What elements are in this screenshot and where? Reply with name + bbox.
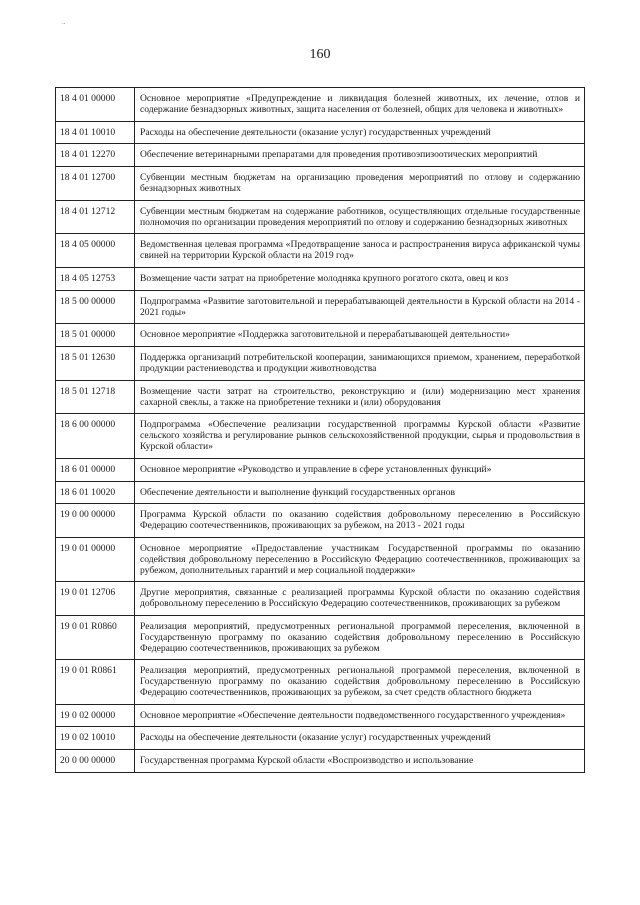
table-row	[56, 324, 585, 347]
table-row	[56, 704, 585, 727]
budget-code: 18 4 01 12270	[56, 144, 135, 167]
budget-code: 18 6 01 10020	[56, 481, 135, 504]
table-row	[56, 290, 585, 324]
budget-code: 19 0 01 R0860	[56, 615, 135, 659]
table-row	[56, 727, 585, 750]
budget-code: 18 5 01 12630	[56, 347, 135, 381]
budget-item-description: Подпрограмма «Развитие заготовительной и перерабатывающей деятельности в Курской области на 2014 - 2021 годы»	[135, 290, 585, 324]
table-row	[56, 234, 585, 268]
table-body	[56, 88, 585, 773]
table-row	[56, 121, 585, 144]
budget-code: 18 4 01 12712	[56, 200, 135, 234]
budget-code: 18 4 05 12753	[56, 267, 135, 290]
budget-code: 18 4 01 10010	[56, 121, 135, 144]
table-row	[56, 582, 585, 616]
table-row	[56, 615, 585, 659]
table-row	[56, 750, 585, 773]
budget-code: 19 0 01 12706	[56, 582, 135, 616]
table-row	[56, 537, 585, 581]
budget-item-description: Реализация мероприятий, предусмотренных региональной программой переселения, включенной в Государственную программу по оказанию содействия добровольному переселению в Российскую Федерацию соотечественников, проживающих за рубежом	[135, 615, 585, 659]
budget-code: 18 5 00 00000	[56, 290, 135, 324]
budget-item-description: Подпрограмма «Обеспечение реализации государственной программы Курской области «Развитие сельского хозяйства и регулирование рынков сельскохозяйственной продукции, сырья и продовольствия в Курской области»	[135, 414, 585, 458]
budget-item-description: Субвенции местным бюджетам на содержание работников, осуществляющих отдельные государственные полномочия по организации проведения мероприятий по отлову и содержанию безнадзорных животных	[135, 200, 585, 234]
budget-code: 19 0 02 10010	[56, 727, 135, 750]
table-row	[56, 267, 585, 290]
budget-item-description: Основное мероприятие «Поддержка заготовительной и перерабатывающей деятельности»	[135, 324, 585, 347]
page-number: 160	[309, 47, 331, 62]
budget-item-description: Субвенции местным бюджетам на организацию проведения мероприятий по отлову и содержанию безнадзорных животных	[135, 167, 585, 201]
budget-code: 19 0 00 00000	[56, 504, 135, 538]
budget-item-description: Реализация мероприятий, предусмотренных региональной программой переселения, включенной в Государственную программу по оказанию содействия добровольному переселению в Российскую Федерацию соотечественников, проживающих за рубежом, за счет средств областного бюджета	[135, 660, 585, 704]
budget-classification-table	[55, 87, 585, 773]
budget-code: 19 0 01 R0861	[56, 660, 135, 704]
table-row	[56, 504, 585, 538]
budget-item-description: Расходы на обеспечение деятельности (оказание услуг) государственных учреждений	[135, 121, 585, 144]
budget-item-description: Государственная программа Курской области «Воспроизводство и использование	[135, 750, 585, 773]
table-row	[56, 347, 585, 381]
budget-item-description: Другие мероприятия, связанные с реализацией программы Курской области по оказанию содействия добровольному переселению в Российскую Федерацию соотечественников, проживающих за рубежом	[135, 582, 585, 616]
table-row	[56, 144, 585, 167]
budget-code: 18 4 01 00000	[56, 88, 135, 122]
table-row	[56, 200, 585, 234]
budget-item-description: Возмещение части затрат на строительство, реконструкцию и (или) модернизацию мест хранения сахарной свеклы, а также на приобретение техники и (или) оборудования	[135, 380, 585, 414]
table-row	[56, 167, 585, 201]
budget-code: 18 6 00 00000	[56, 414, 135, 458]
budget-item-description: Основное мероприятие «Руководство и управление в сфере установленных функций»	[135, 458, 585, 481]
budget-item-description: Программа Курской области по оказанию содействия добровольному переселению в Российскую Федерацию соотечественников, проживающих за рубежом, на 2013 - 2021 годы	[135, 504, 585, 538]
budget-item-description: Обеспечение деятельности и выполнение функций государственных органов	[135, 481, 585, 504]
budget-code: 18 4 05 00000	[56, 234, 135, 268]
budget-code: 18 6 01 00000	[56, 458, 135, 481]
table-row	[56, 380, 585, 414]
budget-code: 18 5 01 12718	[56, 380, 135, 414]
corner-mark: ..	[62, 18, 66, 26]
table-row	[56, 414, 585, 458]
budget-item-description: Расходы на обеспечение деятельности (оказание услуг) государственных учреждений	[135, 727, 585, 750]
table-row	[56, 458, 585, 481]
budget-code: 19 0 01 00000	[56, 537, 135, 581]
budget-code: 18 5 01 00000	[56, 324, 135, 347]
budget-item-description: Обеспечение ветеринарными препаратами для проведения противоэпизоотических мероприятий	[135, 144, 585, 167]
budget-code: 18 4 01 12700	[56, 167, 135, 201]
budget-item-description: Основное мероприятие «Обеспечение деятельности подведомственного государственного учреждения»	[135, 704, 585, 727]
budget-item-description: Ведомственная целевая программа «Предотвращение заноса и распространения вируса африканской чумы свиней на территории Курской области на 2019 год»	[135, 234, 585, 268]
table-row	[56, 481, 585, 504]
table-row	[56, 88, 585, 122]
budget-code: 19 0 02 00000	[56, 704, 135, 727]
budget-item-description: Возмещение части затрат на приобретение молодняка крупного рогатого скота, овец и коз	[135, 267, 585, 290]
table-row	[56, 660, 585, 704]
budget-item-description: Основное мероприятие «Предоставление участникам Государственной программы по оказанию содействия добровольному переселению в Российскую Федерацию соотечественников, проживающих за рубежом, дополнительных гарантий и мер социальной поддержки»	[135, 537, 585, 581]
budget-code: 20 0 00 00000	[56, 750, 135, 773]
budget-item-description: Основное мероприятие «Предупреждение и ликвидация болезней животных, их лечение, отлов и содержание безнадзорных животных, защита населения от болезней, общих для человека и животных»	[135, 88, 585, 122]
budget-item-description: Поддержка организаций потребительской кооперации, занимающихся приемом, хранением, переработкой продукции растениеводства и продукции животноводства	[135, 347, 585, 381]
